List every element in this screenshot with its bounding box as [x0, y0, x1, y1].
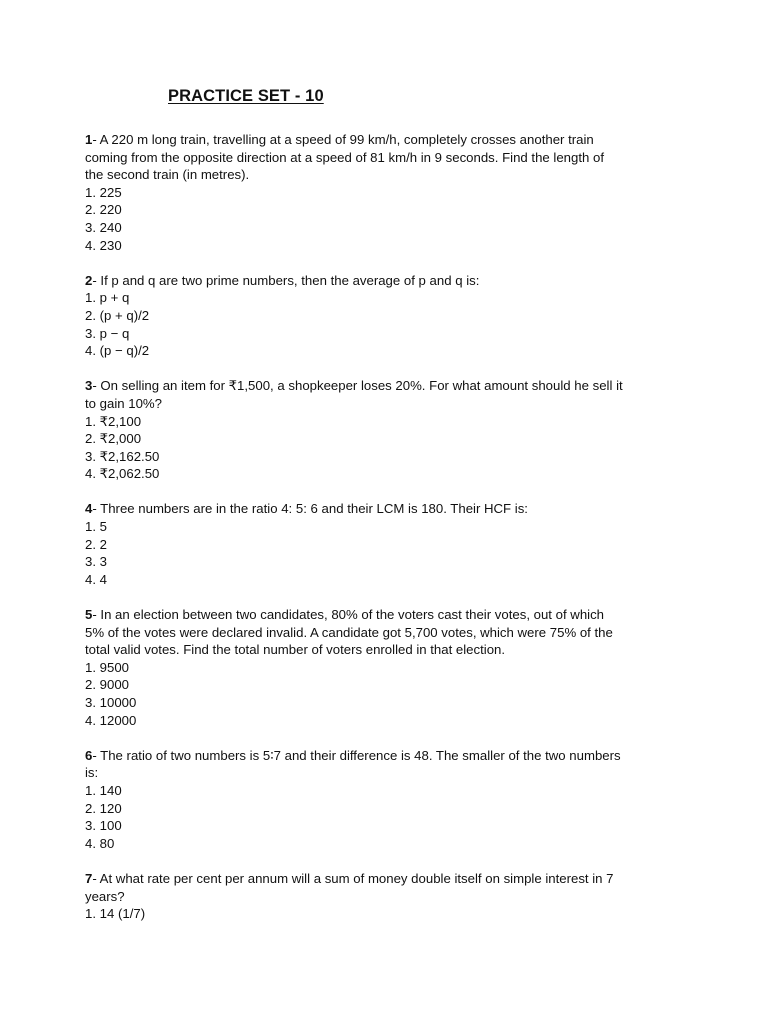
question-text: - In an election between two candidates, 80% of the voters cast their votes, out of which 5% of the votes were declared invalid. A candidate got 5,700 votes, which were 75% of the total valid votes. Find the total number of voters enrolled in that election.	[85, 607, 613, 658]
question-5	[85, 606, 625, 729]
question-1	[85, 131, 625, 254]
answer-option: 2. (p + q)/2	[85, 307, 150, 323]
answer-option: 4. 4	[85, 571, 107, 587]
page-title: PRACTICE SET - 10	[168, 87, 324, 105]
question-number: 5	[85, 607, 93, 623]
question-list	[85, 131, 625, 940]
answer-option: 2. 220	[85, 202, 122, 218]
answer-option: 1. 14 (1/7)	[85, 906, 146, 922]
answer-option: 2. 120	[85, 800, 122, 816]
answer-option: 3. p − q	[85, 325, 130, 341]
question-stem	[85, 606, 625, 659]
question-number: 4	[85, 501, 93, 517]
question-number: 6	[85, 747, 93, 763]
answer-option: 3. 3	[85, 554, 107, 570]
question-stem	[85, 131, 625, 184]
question-stem	[85, 272, 625, 290]
answer-option: 3. 240	[85, 219, 122, 235]
answer-option: 2. ₹2,000	[85, 431, 142, 447]
answer-option: 4. 12000	[85, 712, 137, 728]
question-text: - Three numbers are in the ratio 4: 5: 6 and their LCM is 180. Their HCF is:	[92, 501, 528, 517]
answer-options	[85, 659, 625, 729]
answer-option: 1. 140	[85, 782, 122, 798]
answer-option: 3. ₹2,162.50	[85, 448, 160, 464]
answer-options	[85, 289, 625, 359]
question-number: 1	[85, 132, 93, 147]
answer-options	[85, 518, 625, 588]
answer-option: 1. 5	[85, 519, 107, 535]
question-4	[85, 500, 625, 588]
answer-option: 4. 230	[85, 237, 122, 253]
answer-options	[85, 782, 625, 852]
question-7	[85, 870, 625, 923]
answer-option: 1. 225	[85, 184, 122, 200]
question-stem	[85, 870, 625, 905]
question-3	[85, 377, 625, 483]
answer-option: 4. 80	[85, 835, 115, 851]
answer-option: 2. 2	[85, 536, 107, 552]
question-text: - If p and q are two prime numbers, then the average of p and q is:	[92, 272, 480, 288]
answer-option: 1. ₹2,100	[85, 413, 142, 429]
question-2	[85, 272, 625, 360]
answer-option: 1. p + q	[85, 290, 130, 306]
answer-option: 1. 9500	[85, 659, 129, 675]
question-text: - On selling an item for ₹1,500, a shopkeeper loses 20%. For what amount should he sell it to gain 10%?	[85, 378, 623, 411]
answer-option: 3. 10000	[85, 695, 137, 710]
answer-options	[85, 184, 625, 254]
answer-option: 2. 9000	[85, 677, 129, 693]
question-stem	[85, 500, 625, 518]
question-6	[85, 747, 625, 853]
answer-options	[85, 905, 625, 923]
question-stem	[85, 377, 625, 412]
answer-option: 3. 100	[85, 818, 122, 834]
question-stem	[85, 747, 625, 782]
answer-option: 4. ₹2,062.50	[85, 466, 160, 482]
question-text: - At what rate per cent per annum will a sum of money double itself on simple interest in 7 years?	[85, 870, 614, 904]
question-number: 3	[85, 378, 93, 394]
answer-option: 4. (p − q)/2	[85, 343, 150, 359]
answer-options	[85, 413, 625, 483]
question-text: - The ratio of two numbers is 5∶7 and their difference is 48. The smaller of the two numbers is:	[85, 747, 621, 781]
question-text: - A 220 m long train, travelling at a speed of 99 km/h, completely crosses another train coming from the opposite direction at a speed of 81 km/h in 9 seconds. Find the length of the second train (in metres).	[85, 132, 605, 183]
question-number: 2	[85, 272, 93, 288]
question-number: 7	[85, 870, 93, 886]
